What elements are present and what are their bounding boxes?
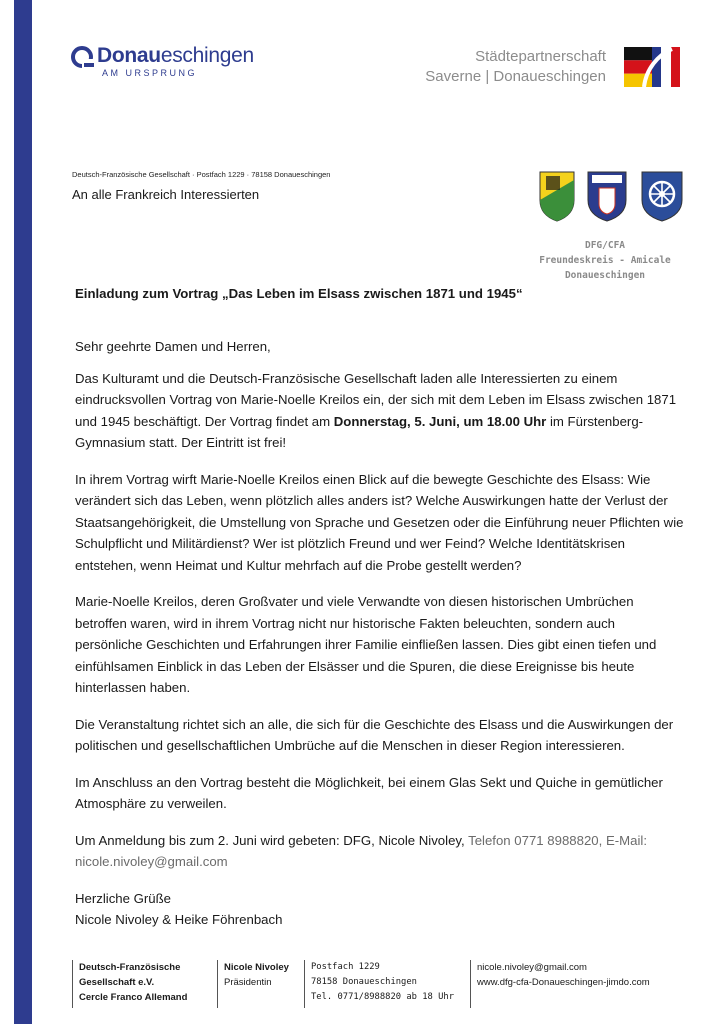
organization-block (520, 238, 690, 283)
org-name: Freundeskreis - Amicale (539, 255, 671, 266)
saverne-crest-icon (588, 172, 626, 221)
footer-contact: Nicole Nivoley Präsidentin (217, 960, 304, 1008)
baden-wuerttemberg-crest-icon (540, 172, 574, 221)
footer-postal: Postfach 1229 78158 Donaueschingen Tel. 0771/8988820 ab 18 Uhr (304, 960, 471, 1008)
closing: Herzliche Grüße (75, 890, 172, 906)
left-accent-bar (14, 0, 32, 1024)
signatories: Nicole Nivoley & Heike Föhrenbach (75, 912, 283, 927)
letter-subject: Einladung zum Vortrag „Das Leben im Elsass zwischen 1871 und 1945“ (75, 286, 523, 301)
footer-email[interactable]: nicole.nivoley@gmail.com (477, 962, 587, 973)
sender-address-line: Deutsch-Französische Gesellschaft · Postfach 1229 · 78158 Donaueschingen (72, 170, 331, 179)
partnership-flag-icon (624, 47, 680, 87)
registration-email[interactable]: nicole.nivoley@gmail.com (75, 854, 228, 869)
letter-footer (72, 960, 687, 1010)
recipient: An alle Frankreich Interessierten (72, 187, 260, 202)
org-abbreviation: DFG/CFA (584, 240, 626, 251)
event-date-time: Donnerstag, 5. Juni, um 18.00 Uhr (333, 413, 547, 429)
coats-of-arms (538, 170, 684, 222)
footer-organization: Deutsch-Französische Gesellschaft e.V. Cercle Franco Allemand (72, 960, 229, 1008)
footer-website[interactable]: www.dfg-cfa-Donaueschingen-jimdo.com (477, 977, 650, 988)
paragraph-2: In ihrem Vortrag wirft Marie-Noelle Kreilos einen Blick auf die bewegte Geschichte des Elsass: Wie verändert sich das Leben, wenn plötzlich alles anders ist? Welche Auswirkungen hatte der Verlust der Staatsangehörigkeit, die Umstellung von Sprache und Gesetzen oder die Einführung neuer Pflichten wie Schulpflicht und Militärdienst? Wer ist plötzlich Freund und wer Feind? Welche Identitätskrisen entstehen, wenn Heimat und Kultur mehrfach auf die Probe gestellt werden? (75, 471, 684, 573)
paragraph-1: Das Kulturamt und die Deutsch-Französische Gesellschaft laden alle Interessierten zu einem eindrucksvollen Vortrag von Marie-Noelle Kreilos ein, der sich mit dem Leben im Elsass zwischen 1871 und 1945 beschäftigt. Der Vortrag findet am Donnerstag, 5. Juni, um 18.00 Uhr im Fürstenberg-Gymnasium statt. Der Eintritt ist frei! (75, 370, 677, 450)
registration-paragraph: Um Anmeldung bis zum 2. Juni wird gebeten: DFG, Nicole Nivoley, Telefon 0771 8988820, E-Mail: nicole.nivoley@gmail.com (75, 832, 647, 869)
logo-wordmark: Donaueschingen (97, 44, 254, 67)
paragraph-4: Die Veranstaltung richtet sich an alle, die sich für die Geschichte des Elsass und die Auswirkungen der politischen und gesellschaftlichen Umbrüche auf die Menschen in dieser Region interessieren. (75, 716, 674, 753)
phone-text: Telefon 0771 8988820, E-Mail: (468, 832, 647, 848)
footer-online (470, 960, 697, 1008)
partnership-label (425, 47, 606, 87)
letter-body (75, 336, 685, 931)
org-city: Donaueschingen (564, 270, 646, 281)
donaueschingen-logo-icon (70, 45, 94, 69)
salutation: Sehr geehrte Damen und Herren, (75, 339, 271, 354)
logo-tagline: AM URSPRUNG (102, 68, 198, 78)
donaueschingen-crest-icon (642, 172, 682, 221)
partnership-cities: Saverne | Donaueschingen (425, 68, 606, 85)
partnership-title: Städtepartnerschaft (475, 48, 606, 65)
paragraph-3: Marie-Noelle Kreilos, deren Großvater und viele Verwandte von diesen historischen Umbrüchen betroffen waren, wird in ihrem Vortrag nicht nur historische Fakten beleuchten, sondern auch persönliche Geschichten und Erfahrungen ihrer Familie einfließen lassen. Dies gibt einen tiefen und einfühlsamen Einblick in das Leben der Elsässer und die Spuren, die diese Ereignisse bis heute hinterlassen haben. (75, 594, 657, 695)
paragraph-5: Im Anschluss an den Vortrag besteht die Möglichkeit, bei einem Glas Sekt und Quiche in gemütlicher Atmosphäre zu verweilen. (75, 774, 663, 811)
